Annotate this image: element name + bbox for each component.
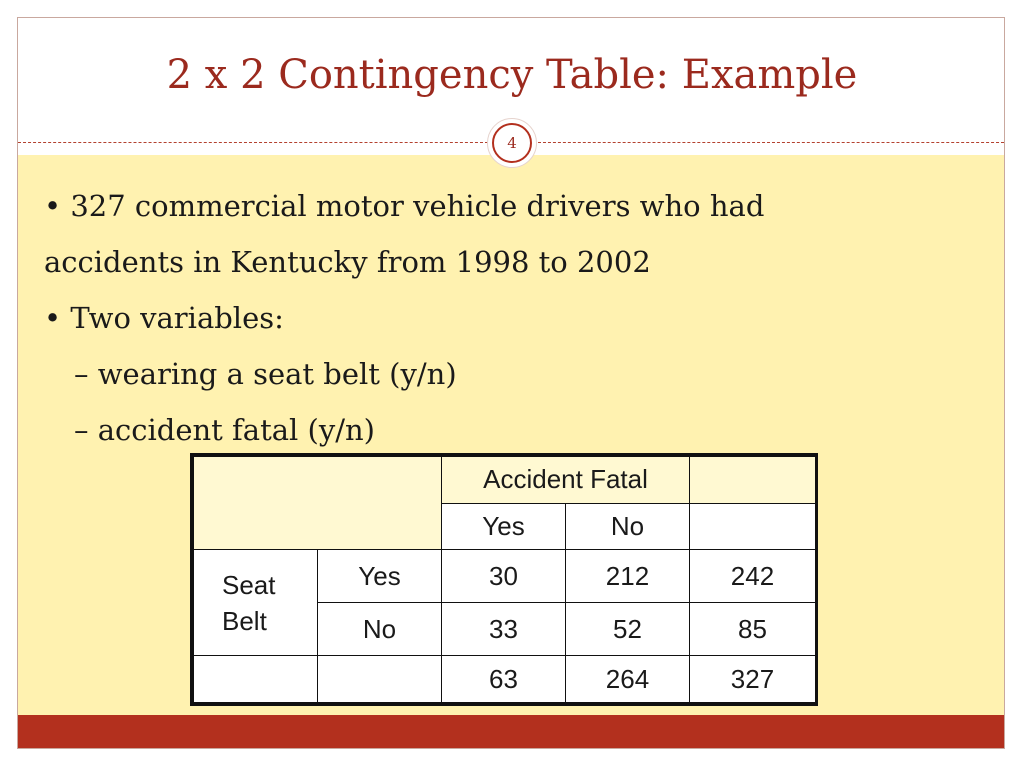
cell-no-total: 85 (690, 603, 816, 656)
cell-yes-no: 212 (566, 550, 690, 603)
sub-bullet-line: – wearing a seat belt (y/n) (74, 357, 457, 391)
table-empty-cell (318, 656, 442, 703)
col-header-no: No (566, 503, 690, 550)
table-row (194, 550, 816, 603)
bullet-line: • 327 commercial motor vehicle drivers who had (44, 189, 765, 223)
table-empty-cell (690, 457, 816, 504)
cell-no-yes: 33 (442, 603, 566, 656)
col-header-yes: Yes (442, 503, 566, 550)
cell-no-no: 52 (566, 603, 690, 656)
row-header-yes: Yes (318, 550, 442, 603)
bullet-line: • Two variables: (44, 301, 284, 335)
cell-total-no: 264 (566, 656, 690, 703)
table-corner-cell (194, 457, 442, 550)
table-row (194, 656, 816, 703)
table-empty-cell (194, 656, 318, 703)
slide-number: 4 (492, 123, 532, 163)
sub-bullet-line: – accident fatal (y/n) (74, 413, 375, 447)
title-divider-left (18, 142, 488, 143)
table-empty-cell (690, 503, 816, 550)
slide-title: 2 x 2 Contingency Table: Example (166, 52, 858, 98)
body-text (44, 178, 974, 458)
row-header-line: Belt (222, 605, 267, 636)
cell-total-total: 327 (690, 656, 816, 703)
row-header-seat-belt (194, 550, 318, 656)
cell-yes-yes: 30 (442, 550, 566, 603)
contingency-table (193, 456, 816, 703)
contingency-table-wrap (190, 453, 818, 706)
slide-number-badge (487, 118, 537, 168)
title-divider-right (538, 142, 1004, 143)
row-header-no: No (318, 603, 442, 656)
col-header-accident-fatal: Accident Fatal (442, 457, 690, 504)
footer-bar (18, 715, 1004, 748)
cell-yes-total: 242 (690, 550, 816, 603)
bullet-line: accidents in Kentucky from 1998 to 2002 (44, 245, 651, 279)
row-header-line: Seat (222, 569, 276, 600)
table-row (194, 457, 816, 504)
cell-total-yes: 63 (442, 656, 566, 703)
